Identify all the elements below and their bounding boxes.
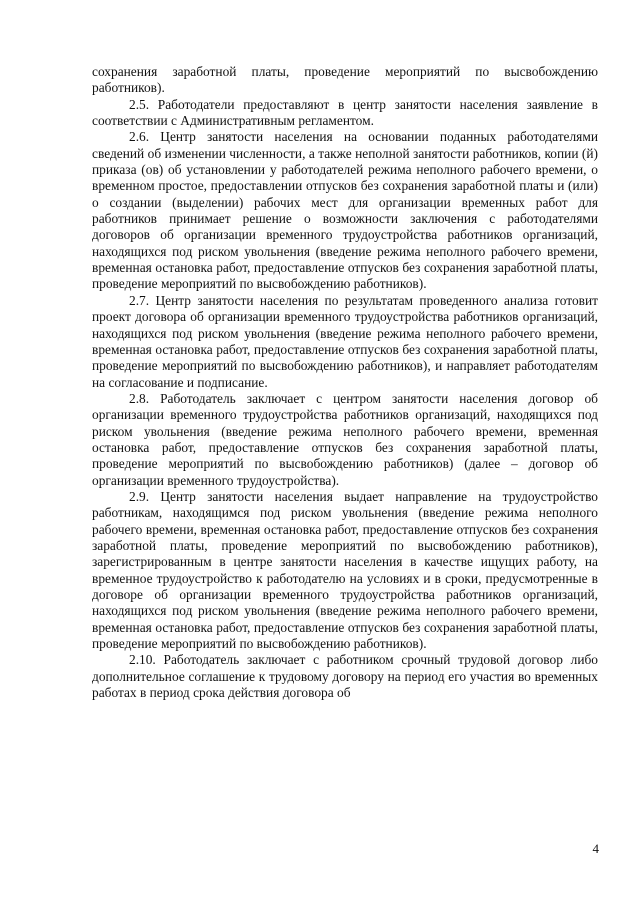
paragraph-2-6: 2.6. Центр занятости населения на основании поданных работодателями сведений об изменении численности, а также неполной занятости работников, копии (й) приказа (ов) об установлении у работодателей режима неполного рабочего времени, о временном простое, предоставлении отпусков без сохранения заработной платы и (или) о создании (выделении) рабочих мест для организации временных работ для работников принимает решение о возможности заключения с работодателями договоров об организации временного трудоустройства работников организаций, находящихся под риском увольнения (введение режима неполного рабочего времени, временная остановка работ, предоставление отпусков без сохранения заработной платы, проведение мероприятий по высвобождению работников). bbox=[92, 129, 598, 292]
document-body bbox=[92, 64, 598, 701]
paragraph-2-8: 2.8. Работодатель заключает с центром занятости населения договор об организации временного трудоустройства работников организаций, находящихся под риском увольнения (введение режима неполного рабочего времени, временная остановка работ, предоставление отпусков без сохранения заработной платы, проведение мероприятий по высвобождению работников) (далее – договор об организации временного трудоустройства). bbox=[92, 390, 598, 488]
paragraph-2-10: 2.10. Работодатель заключает с работником срочный трудовой договор либо дополнительное соглашение к трудовому договору на период его участия во временных работах в период срока действия договора об bbox=[92, 652, 598, 701]
paragraph-2-9: 2.9. Центр занятости населения выдает направление на трудоустройство работникам, находящимся под риском увольнения (введение режима неполного рабочего времени, временная остановка работ, предоставление отпусков без сохранения заработной платы, проведение мероприятий по высвобождению работников), зарегистрированным в центре занятости населения в качестве ищущих работу, на временное трудоустройство к работодателю на условиях и в сроки, предусмотренные в договоре об организации временного трудоустройства работников организаций, находящихся под риском увольнения (введение режима неполного рабочего времени, временная остановка работ, предоставление отпусков без сохранения заработной платы, проведение мероприятий по высвобождению работников). bbox=[92, 488, 598, 652]
paragraph-2-5: 2.5. Работодатели предоставляют в центр занятости населения заявление в соответствии с Административным регламентом. bbox=[92, 96, 598, 129]
paragraph-2-7: 2.7. Центр занятости населения по результатам проведенного анализа готовит проект договора об организации временного трудоустройства работников организаций, находящихся под риском увольнения (введение режима неполного рабочего времени, временная остановка работ, предоставление отпусков без сохранения заработной платы, проведение мероприятий по высвобождению работников), и направляет работодателям на согласование и подписание. bbox=[92, 292, 598, 390]
paragraph-continuation: сохранения заработной платы, проведение мероприятий по высвобождению работников). bbox=[92, 64, 598, 96]
page-number: 4 bbox=[592, 841, 599, 856]
